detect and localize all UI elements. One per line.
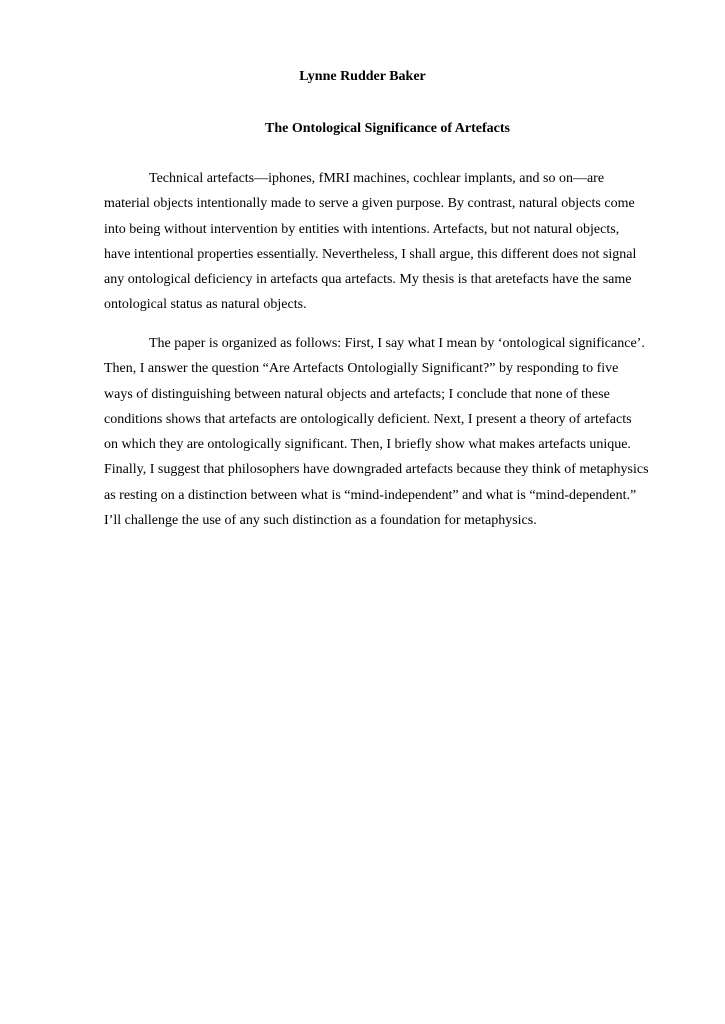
paragraph-line: material objects intentionally made to serve a given purpose. By contrast, natural objects come — [104, 196, 635, 212]
paragraph-line: ways of distinguishing between natural objects and artefacts; I conclude that none of these — [104, 386, 610, 402]
paragraph-line: into being without intervention by entities with intentions. Artefacts, but not natural objects, — [104, 221, 620, 237]
paragraph-line: conditions shows that artefacts are ontologically deficient. Next, I present a theory of artefacts — [104, 411, 632, 427]
abstract-paragraph-2 — [104, 331, 675, 533]
author-name: Lynne Rudder Baker — [299, 69, 426, 84]
paper-title: The Ontological Significance of Artefacts — [265, 121, 510, 136]
paragraph-line: have intentional properties essentially. Nevertheless, I shall argue, this different does not signal — [104, 246, 637, 262]
paragraph-line: Finally, I suggest that philosophers have downgraded artefacts because they think of metaphysics — [104, 462, 649, 478]
paragraph-line: any ontological deficiency in artefacts qua artefacts. My thesis is that aretefacts have the same — [104, 272, 632, 288]
paragraph-line: The paper is organized as follows: First, I say what I mean by ‘ontological significance’. — [149, 336, 645, 351]
paragraph-line: Then, I answer the question “Are Artefacts Ontologially Significant?” by responding to five — [104, 361, 619, 377]
paragraph-line: as resting on a distinction between what is “mind-independent” and what is “mind-dependent.” — [104, 487, 637, 503]
paragraph-line: Technical artefacts—iphones, fMRI machines, cochlear implants, and so on—are — [149, 171, 605, 186]
abstract-paragraph-1 — [104, 166, 675, 318]
paragraph-line: I’ll challenge the use of any such distinction as a foundation for metaphysics. — [104, 513, 537, 529]
paragraph-line: ontological status as natural objects. — [104, 297, 307, 313]
paragraph-line: on which they are ontologically significant. Then, I briefly show what makes artefacts unique. — [104, 437, 631, 453]
